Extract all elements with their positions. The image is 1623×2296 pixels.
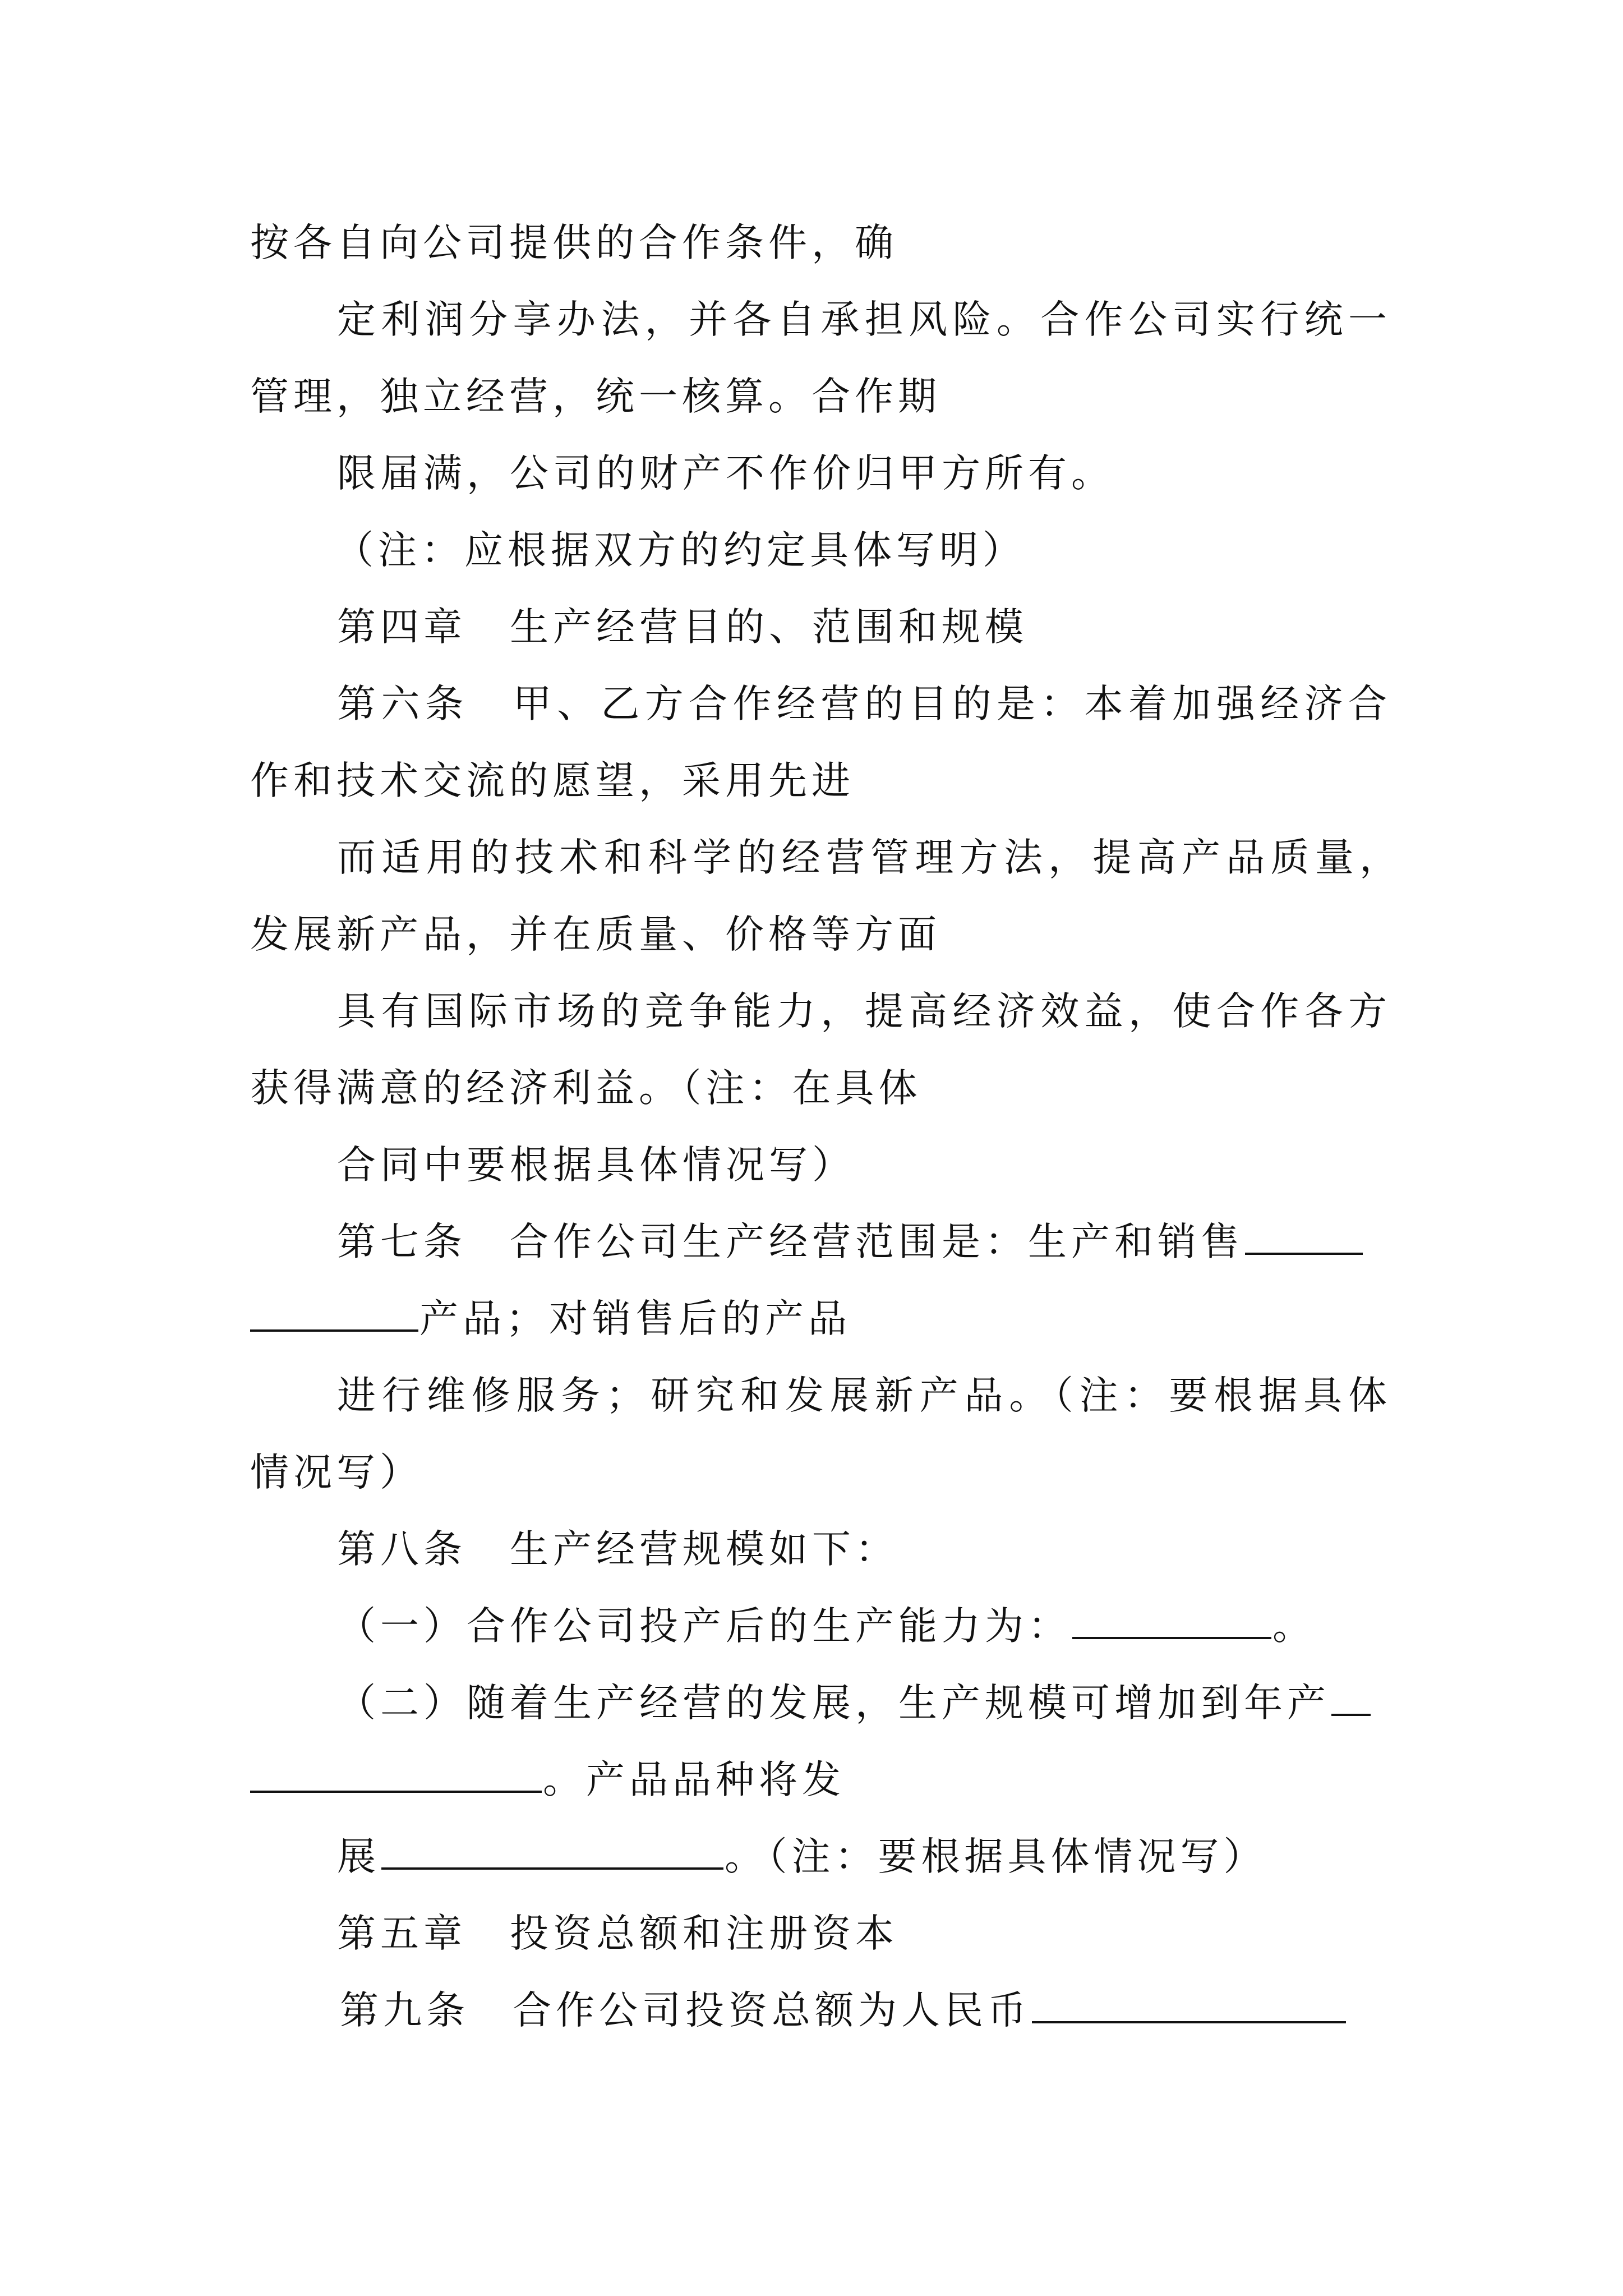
line-text: 而适用的技术和科学的经营管理方法，提高产品质量， bbox=[337, 835, 1403, 880]
line-text: 限届满，公司的财产不作价归甲方所有。 bbox=[337, 451, 1114, 496]
line-text: （注：应根据双方的约定具体写明） bbox=[335, 528, 1026, 573]
text-line bbox=[337, 1818, 1481, 1896]
text-line bbox=[337, 1203, 1481, 1281]
line-text: 第七条 合作公司生产经营范围是：生产和销售 bbox=[337, 1220, 1244, 1264]
line-text: （一）合作公司投产后的生产能力为： bbox=[337, 1604, 1071, 1649]
line-text: 展 bbox=[337, 1834, 380, 1879]
line-text: 第九条 合作公司投资总额为人民币 bbox=[340, 1988, 1031, 2033]
text-line bbox=[250, 1741, 1394, 1819]
line-text: 进行维修服务；研究和发展新产品。（注：要根据具体 bbox=[337, 1373, 1391, 1418]
line-text: 定利润分享办法，并各自承担风险。合作公司实行统一 bbox=[337, 297, 1391, 342]
line-text: 获得满意的经济利益。（注：在具体 bbox=[250, 1066, 922, 1111]
text-line bbox=[250, 895, 1394, 974]
text-line bbox=[250, 357, 1394, 436]
line-text: 合同中要根据具体情况写） bbox=[337, 1143, 855, 1188]
text-line bbox=[337, 1356, 1391, 1435]
fill-in-blank bbox=[381, 1833, 723, 1870]
fill-in-blank bbox=[250, 1295, 418, 1332]
text-line bbox=[337, 818, 1403, 897]
line-text: 按各自向公司提供的合作条件，确 bbox=[250, 220, 898, 265]
line-text: 第五章 投资总额和注册资本 bbox=[337, 1911, 898, 1956]
fill-in-blank bbox=[1032, 1986, 1346, 2023]
fill-in-blank bbox=[250, 1756, 542, 1793]
line-text: 作和技术交流的愿望，采用先进 bbox=[250, 758, 855, 803]
text-line bbox=[250, 204, 1394, 282]
line-text: 产品；对销售后的产品 bbox=[419, 1296, 851, 1341]
text-line bbox=[250, 742, 1394, 820]
text-line bbox=[250, 1049, 1394, 1128]
text-line bbox=[337, 1587, 1481, 1665]
line-text: （二）随着生产经营的发展，生产规模可增加到年产 bbox=[337, 1681, 1330, 1726]
line-text: 第六条 甲、乙方合作经营的目的是：本着加强经济合 bbox=[337, 682, 1391, 726]
line-text: 。产品品种将发 bbox=[543, 1757, 845, 1802]
line-text: 情况写） bbox=[250, 1450, 423, 1495]
line-text: 发展新产品，并在质量、价格等方面 bbox=[250, 912, 941, 957]
line-text: 。 bbox=[1272, 1604, 1316, 1649]
fill-in-blank bbox=[1245, 1218, 1363, 1255]
fill-in-blank bbox=[1331, 1679, 1371, 1716]
line-text: 。（注：要根据具体情况写） bbox=[725, 1834, 1267, 1879]
text-line bbox=[250, 1280, 1394, 1358]
text-line bbox=[340, 1971, 1484, 2050]
text-line bbox=[335, 511, 1479, 590]
text-line bbox=[337, 1664, 1481, 1742]
text-line bbox=[337, 434, 1481, 513]
text-line bbox=[337, 1510, 1481, 1589]
chapter-heading bbox=[337, 588, 1481, 666]
line-text: 具有国际市场的竞争能力，提高经济效益，使合作各方 bbox=[337, 989, 1391, 1034]
fill-in-blank bbox=[1072, 1602, 1271, 1639]
line-text: 管理，独立经营，统一核算。合作期 bbox=[250, 374, 941, 419]
text-line bbox=[250, 1433, 1394, 1512]
text-line bbox=[337, 280, 1391, 359]
line-text: 第四章 生产经营目的、范围和规模 bbox=[337, 605, 1028, 650]
line-text: 第八条 生产经营规模如下： bbox=[337, 1527, 898, 1572]
text-line bbox=[337, 1126, 1481, 1204]
chapter-heading bbox=[337, 1894, 1481, 1973]
text-line bbox=[337, 972, 1391, 1051]
text-line bbox=[337, 665, 1391, 743]
